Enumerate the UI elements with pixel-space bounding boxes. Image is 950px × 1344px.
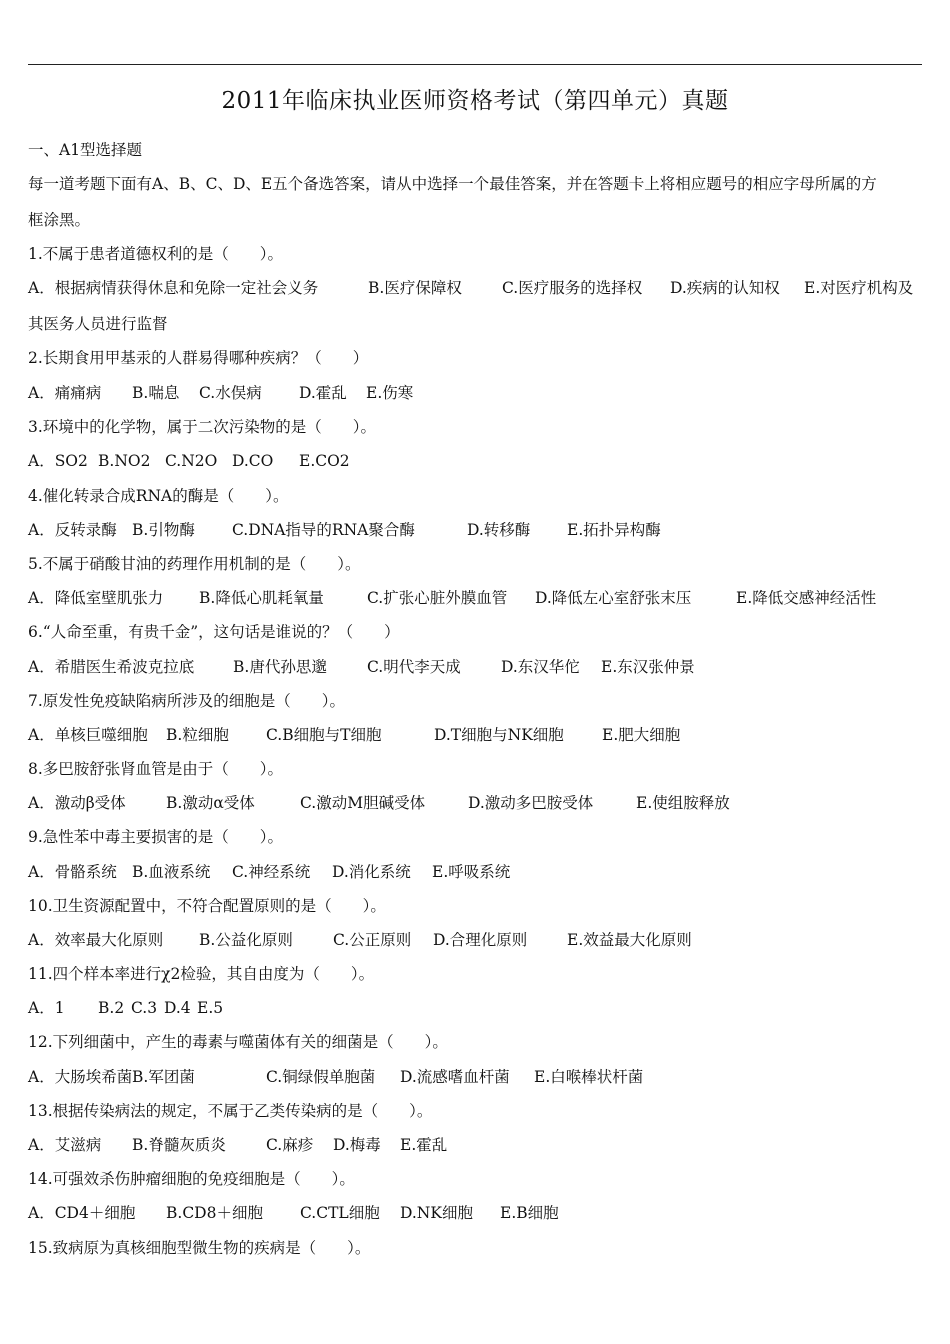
option-c: C.水俣病 (199, 384, 262, 402)
question-10-options (28, 930, 692, 950)
option-c: C.医疗服务的选择权 (502, 279, 643, 297)
question-11: 11.四个样本率进行χ2检验，其自由度为（ ）。 (28, 965, 375, 983)
option-d: D.疾病的认知权 (670, 279, 780, 297)
option-e: E.霍乱 (400, 1136, 448, 1154)
question-5: 5.不属于硝酸甘油的药理作用机制的是（ ）。 (28, 555, 361, 573)
option-c: C.CTL细胞 (300, 1204, 380, 1222)
option-e: E.肥大细胞 (602, 726, 681, 744)
question-3-options (28, 451, 350, 471)
option-c: C.公正原则 (333, 931, 412, 949)
question-5-options (28, 588, 876, 608)
question-7: 7.原发性免疫缺陷病所涉及的细胞是（ ）。 (28, 692, 346, 710)
option-a: A．激动β受体 (28, 794, 126, 812)
option-d: D.T细胞与NK细胞 (434, 726, 564, 744)
question-13-options (28, 1135, 447, 1155)
option-d: D.激动多巴胺受体 (468, 794, 594, 812)
question-14: 14.可强效杀伤肿瘤细胞的免疫细胞是（ ）。 (28, 1170, 355, 1188)
question-12: 12.下列细菌中，产生的毒素与噬菌体有关的细菌是（ ）。 (28, 1033, 448, 1051)
option-d: D.东汉华佗 (501, 658, 580, 676)
option-b: B.降低心肌耗氧量 (199, 589, 324, 607)
option-c: C.麻疹 (266, 1136, 314, 1154)
option-a: A．根据病情获得休息和免除一定社会义务 (28, 279, 319, 297)
section-heading: 一、A1型选择题 (28, 141, 143, 159)
option-d: D.梅毒 (333, 1136, 381, 1154)
instruction-line-1: 每一道考题下面有A、B、C、D、E五个备选答案，请从中选择一个最佳答案，并在答题卡上将相应题号的相应字母所属的方 (28, 175, 877, 193)
option-e: E.效益最大化原则 (567, 931, 692, 949)
option-e: E.呼吸系统 (432, 863, 511, 881)
option-d: D.NK细胞 (400, 1204, 473, 1222)
option-b: B.医疗保障权 (368, 279, 462, 297)
question-2: 2.长期食用甲基汞的人群易得哪种疾病？（ ） (28, 349, 369, 367)
option-e: E.5 (197, 999, 224, 1017)
option-a: A．单核巨噬细胞 (28, 726, 148, 744)
option-b: B.NO2 (98, 452, 151, 470)
option-b: B.血液系统 (132, 863, 211, 881)
question-6-options (28, 657, 695, 677)
question-6: 6.“人命至重，有贵千金”，这句话是谁说的？（ ） (28, 623, 400, 641)
option-a: A．效率最大化原则 (28, 931, 164, 949)
option-b: B.2 (98, 999, 125, 1017)
header-rule (28, 64, 922, 65)
question-10: 10.卫生资源配置中，不符合配置原则的是（ ）。 (28, 897, 386, 915)
option-b: B.喘息 (132, 384, 180, 402)
option-d: D.转移酶 (467, 521, 531, 539)
question-2-options (28, 383, 413, 403)
option-d: D.霍乱 (299, 384, 347, 402)
option-b: B.唐代孙思邈 (233, 658, 327, 676)
option-d: D.消化系统 (332, 863, 411, 881)
option-e: E.对医疗机构及 (804, 279, 914, 297)
option-b: B.粒细胞 (166, 726, 229, 744)
option-e: E.东汉张仲景 (601, 658, 695, 676)
question-1-options-cont: 其医务人员进行监督 (28, 315, 168, 333)
option-d: D.CO (232, 452, 274, 470)
question-1: 1.不属于患者道德权利的是（ ）。 (28, 245, 284, 263)
option-c: C.3 (131, 999, 158, 1017)
question-4-options (28, 520, 661, 540)
question-15: 15.致病原为真核细胞型微生物的疾病是（ ）。 (28, 1239, 371, 1257)
question-12-options (28, 1067, 643, 1087)
question-9-options (28, 862, 510, 882)
option-e: E.白喉棒状杆菌 (534, 1068, 644, 1086)
option-a: A．痛痛病 (28, 384, 102, 402)
option-e: E.使组胺释放 (636, 794, 730, 812)
option-b: B.激动α受体 (166, 794, 255, 812)
option-a: A．大肠埃希菌 (28, 1068, 133, 1086)
option-e: E.伤寒 (366, 384, 414, 402)
question-8: 8.多巴胺舒张肾血管是由于（ ）。 (28, 760, 284, 778)
page-title: 2011年临床执业医师资格考试（第四单元）真题 (221, 88, 729, 114)
option-a: A．骨骼系统 (28, 863, 117, 881)
option-d: D.降低左心室舒张末压 (535, 589, 692, 607)
question-14-options (28, 1203, 559, 1223)
option-a: A．反转录酶 (28, 521, 117, 539)
option-c: C.铜绿假单胞菌 (266, 1068, 376, 1086)
option-d: D.合理化原则 (433, 931, 528, 949)
question-8-options (28, 793, 730, 813)
question-11-options (28, 998, 223, 1018)
option-a: A．1 (28, 999, 65, 1017)
option-a: A．希腊医生希波克拉底 (28, 658, 195, 676)
option-b: B.CD8＋细胞 (166, 1204, 263, 1222)
question-1-options (28, 278, 913, 298)
question-7-options (28, 725, 680, 745)
option-b: B.引物酶 (132, 521, 195, 539)
option-c: C.明代李天成 (367, 658, 461, 676)
option-c: C.激动M胆碱受体 (300, 794, 426, 812)
option-d: D.流感嗜血杆菌 (400, 1068, 510, 1086)
option-a: A．降低室壁肌张力 (28, 589, 164, 607)
option-e: E.CO2 (299, 452, 350, 470)
option-e: E.降低交感神经活性 (736, 589, 877, 607)
option-e: E.B细胞 (500, 1204, 559, 1222)
option-b: B.军团菌 (132, 1068, 195, 1086)
option-a: A．CD4＋细胞 (28, 1204, 136, 1222)
question-9: 9.急性苯中毒主要损害的是（ ）。 (28, 828, 284, 846)
option-c: C.神经系统 (232, 863, 311, 881)
option-c: C.扩张心脏外膜血管 (367, 589, 508, 607)
option-c: C.B细胞与T细胞 (266, 726, 382, 744)
question-3: 3.环境中的化学物，属于二次污染物的是（ ）。 (28, 418, 377, 436)
question-13: 13.根据传染病法的规定，不属于乙类传染病的是（ ）。 (28, 1102, 433, 1120)
instruction-line-2: 框涂黑。 (28, 211, 91, 229)
option-a: A．SO2 (28, 452, 88, 470)
option-b: B.公益化原则 (199, 931, 293, 949)
option-d: D.4 (164, 999, 191, 1017)
option-b: B.脊髓灰质炎 (132, 1136, 226, 1154)
option-e: E.拓扑异构酶 (567, 521, 661, 539)
question-4: 4.催化转录合成RNA的酶是（ ）。 (28, 487, 289, 505)
option-c: C.DNA指导的RNA聚合酶 (232, 521, 415, 539)
option-c: C.N2O (165, 452, 218, 470)
option-a: A．艾滋病 (28, 1136, 102, 1154)
